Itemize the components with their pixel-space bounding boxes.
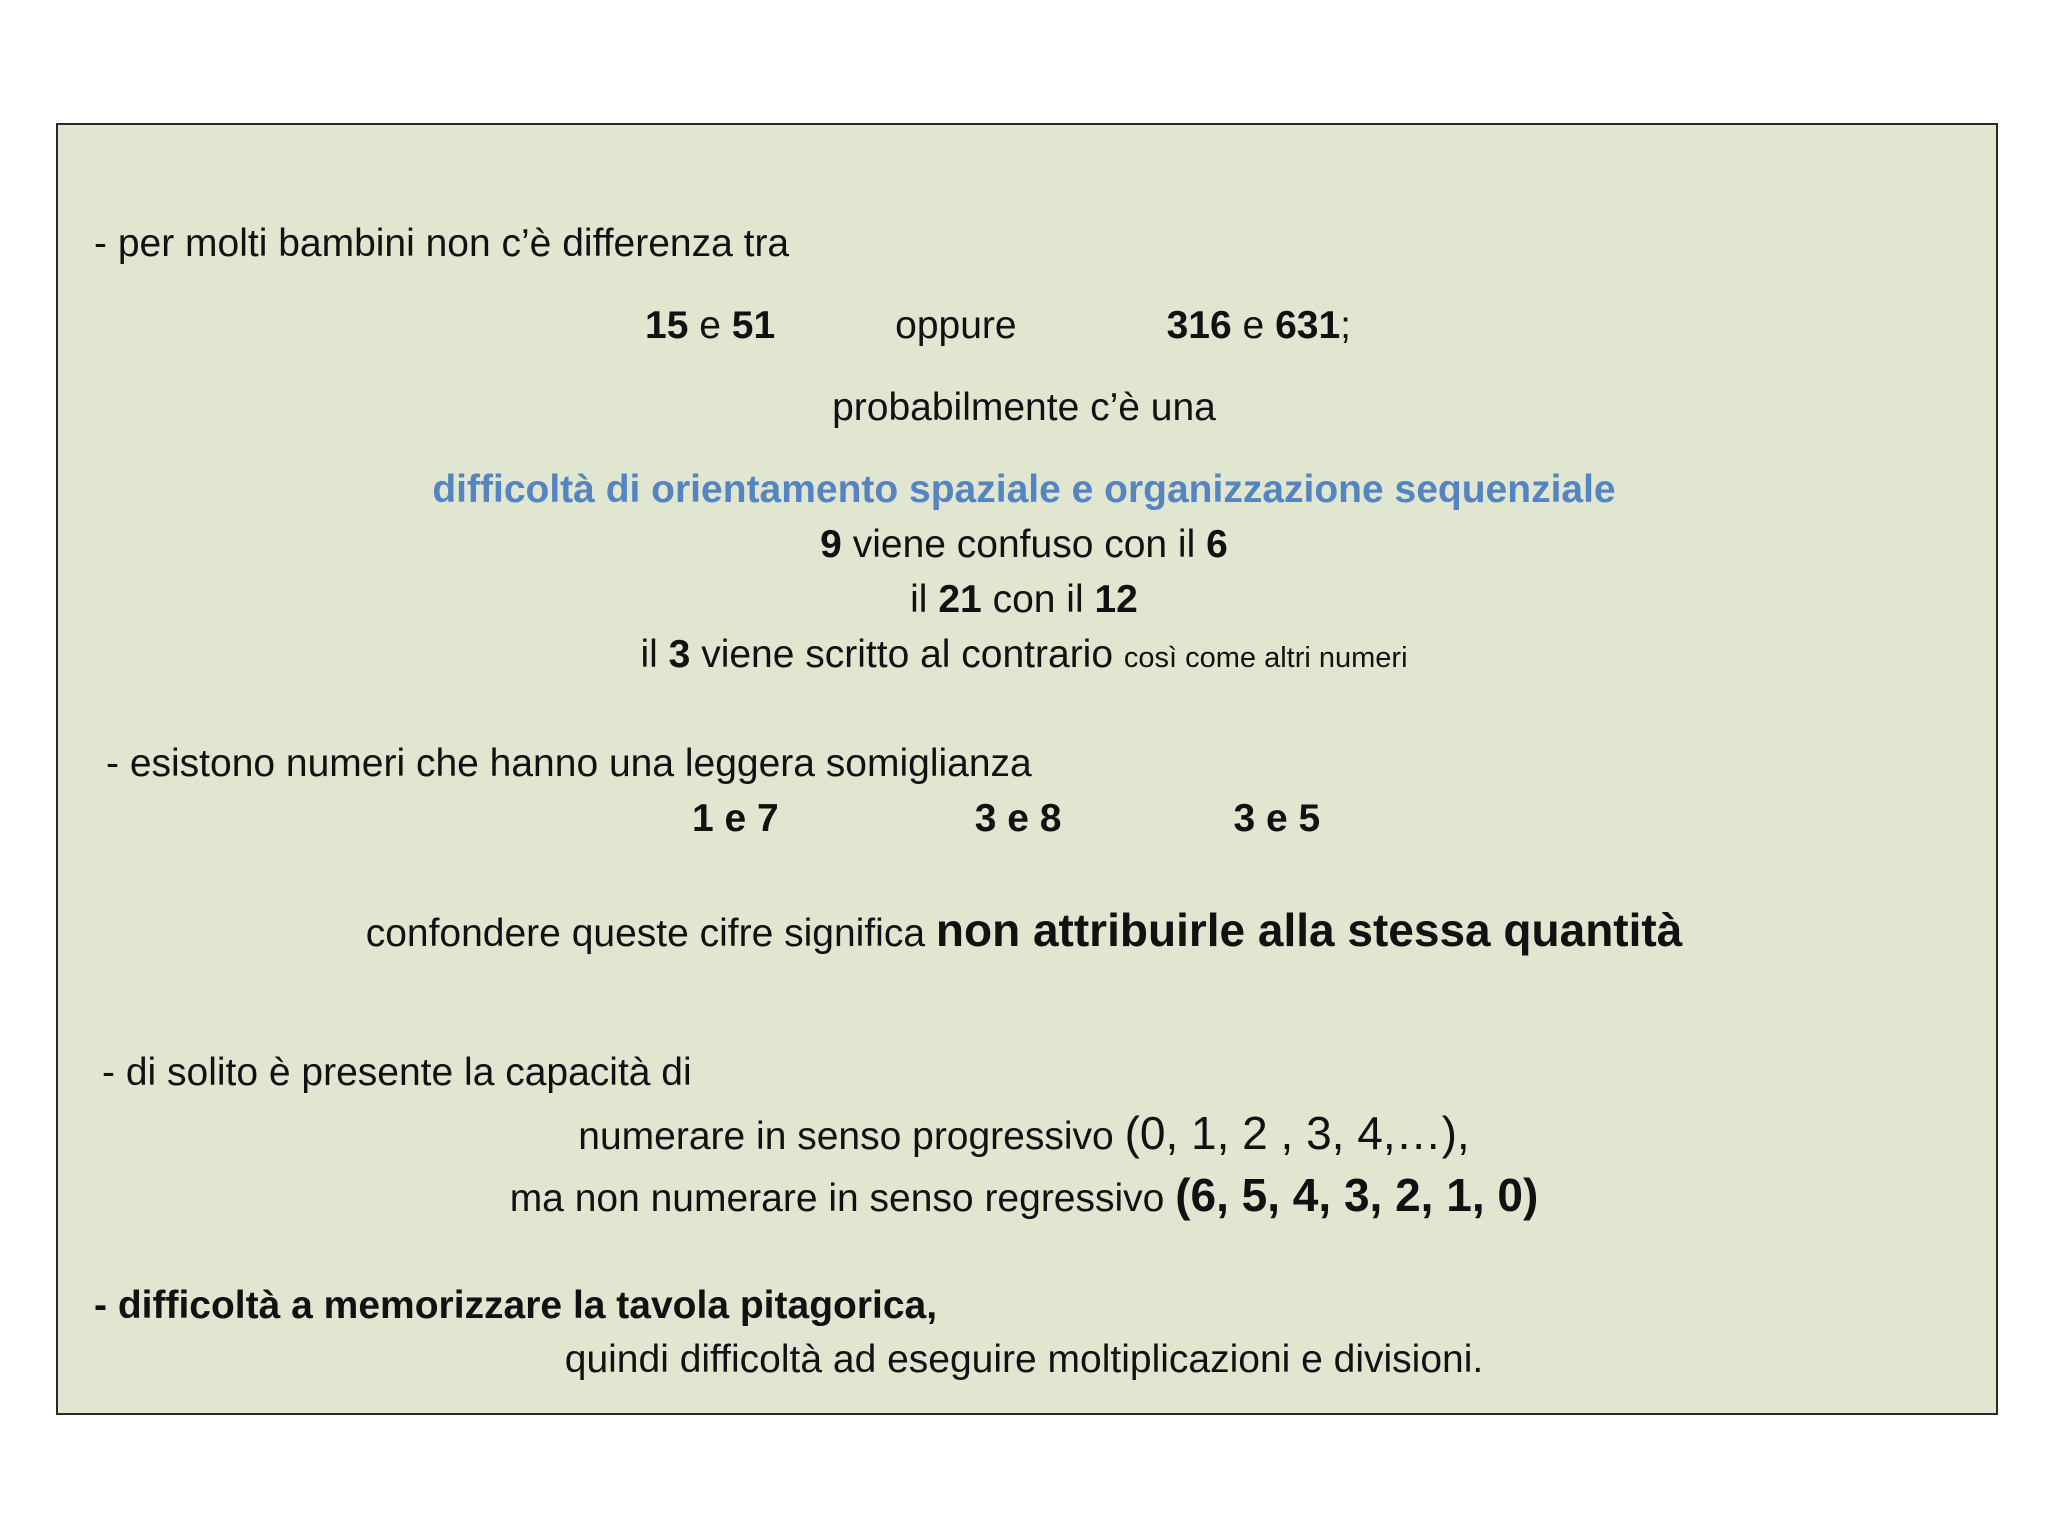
multiplication-line: quindi difficoltà ad eseguire moltiplicazioni e divisioni. — [564, 1338, 1484, 1381]
pair-3-5: 3 e 5 — [1233, 797, 1321, 840]
number-15: 15 — [645, 304, 689, 347]
probably-line: probabilmente c’è una — [832, 386, 1216, 429]
number-316: 316 — [1166, 304, 1232, 347]
number-631: 631 — [1275, 304, 1341, 347]
progressive-sequence: (0, 1, 2 , 3, 4,…), — [1124, 1107, 1470, 1159]
small-note: così come altri numeri — [1123, 642, 1408, 674]
oppure-word: oppure — [895, 304, 1017, 347]
similar-pairs-line — [692, 799, 1320, 838]
intro-text: - per molti bambini non c’è differenza tra — [94, 222, 790, 265]
intro-line-similarity: - esistono numeri che hanno una leggera somiglianza — [106, 742, 1032, 785]
conclusion-bold: non attribuirle alla stessa quantità — [935, 904, 1683, 956]
example-21-12: il 21 con il 12 — [910, 578, 1138, 621]
pythagorean-table-line: - difficoltà a memorizzare la tavola pitagorica, — [94, 1284, 938, 1327]
pair-1-7: 1 e 7 — [692, 797, 779, 840]
progressive-line: numerare in senso progressivo (0, 1, 2 , 3, 4,…), — [578, 1107, 1470, 1159]
number-51: 51 — [731, 304, 776, 347]
intro-line-capacity: - di solito è presente la capacità di — [102, 1051, 692, 1094]
example-3-reversed: il 3 viene scritto al contrario così come altri numeri — [640, 633, 1408, 676]
regressive-sequence: (6, 5, 4, 3, 2, 1, 0) — [1175, 1169, 1539, 1221]
pair-3-8: 3 e 8 — [974, 797, 1062, 840]
example-9-6: 9 viene confuso con il 6 — [820, 523, 1228, 566]
conclusion-line: confondere queste cifre significa non attribuirle alla stessa quantità — [365, 904, 1683, 956]
regressive-line: ma non numerare in senso regressivo (6, 5, 4, 3, 2, 1, 0) — [509, 1169, 1539, 1221]
intro-line-differences — [94, 224, 789, 263]
highlight-difficulty: difficoltà di orientamento spaziale e organizzazione sequenziale — [432, 468, 1616, 511]
number-pairs-line: 15 e 51 oppure 316 e 631; — [645, 304, 1351, 347]
